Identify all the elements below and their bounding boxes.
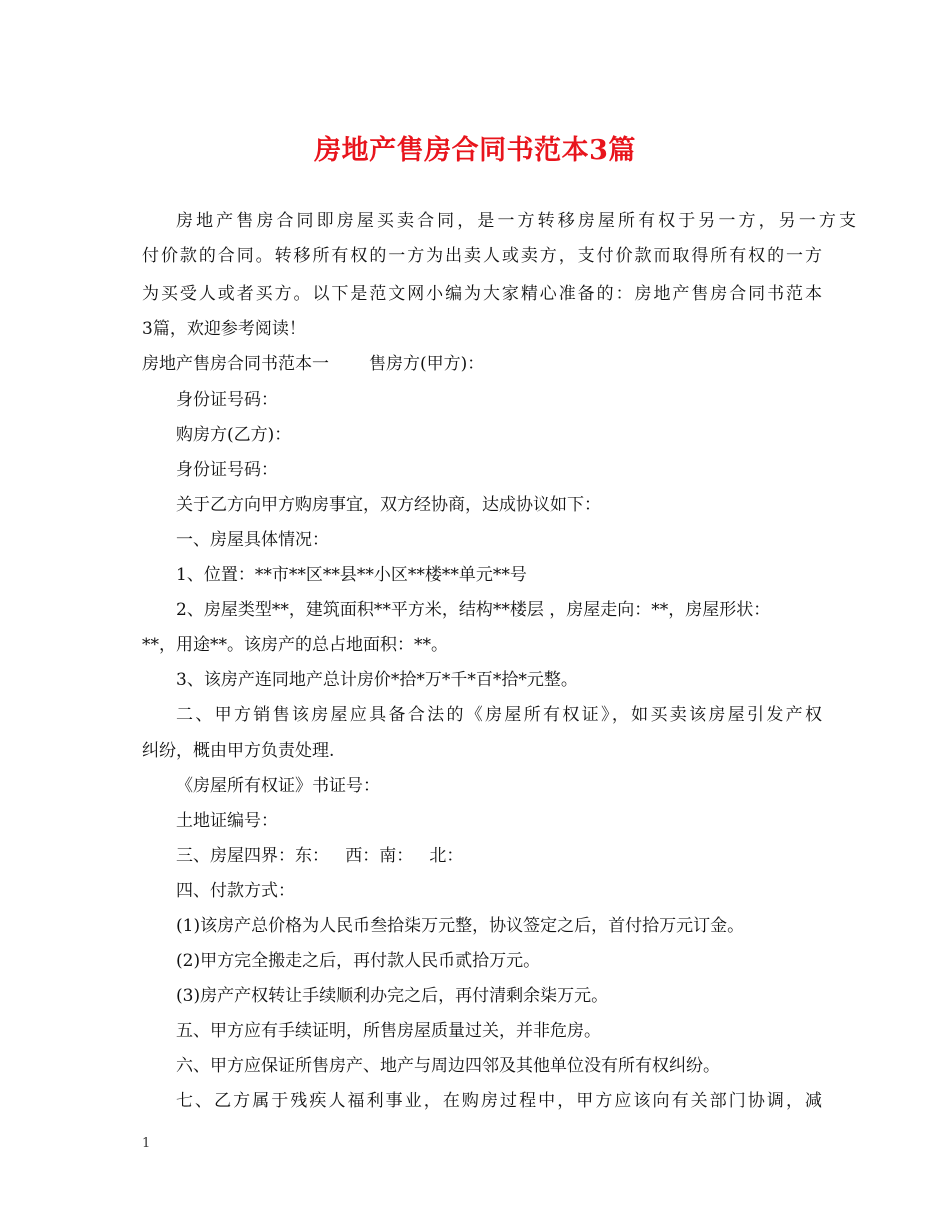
- contract-heading: [142, 353, 822, 375]
- section-1-item-1: 1、位置：**市**区**县**小区**楼**单元**号: [176, 565, 527, 585]
- section-7-line: 七、乙方属于残疾人福利事业，在购房过程中，甲方应该向有关部门协调，减: [176, 1091, 822, 1111]
- section-1-item-2-line-2: **，用途**。该房产的总占地面积：**。: [142, 635, 448, 655]
- buyer-id-line: 身份证号码：: [176, 460, 278, 480]
- payment-item-1: (1)该房产总价格为人民币叁拾柒万元整，协议签定之后，首付拾万元订金。: [176, 916, 745, 936]
- section-3-line: 三、房屋四界：东： 西：南： 北：: [176, 846, 464, 866]
- agreement-line: 关于乙方向甲方购房事宜，双方经协商，达成协议如下：: [176, 495, 601, 515]
- section-1-item-2-line-1: 2、房屋类型**，建筑面积**平方米，结构**楼层 ，房屋走向：**，房屋形状：: [176, 600, 771, 620]
- document-title: 房地产售房合同书范本3篇: [314, 135, 636, 166]
- section-1-item-3: 3、该房产连同地产总计房价*拾*万*千*百*拾*元整。: [176, 670, 578, 690]
- page-number: 1: [142, 1136, 151, 1151]
- certificate-number-line: 《房屋所有权证》书证号：: [176, 776, 380, 796]
- seller-id-line: 身份证号码：: [176, 390, 278, 410]
- intro-line-1: 房地产售房合同即房屋买卖合同，是一方转移房屋所有权于另一方，另一方支: [176, 211, 856, 231]
- section-5-line: 五、甲方应有手续证明，所售房屋质量过关，并非危房。: [176, 1021, 601, 1041]
- intro-line-3: 为买受人或者买方。以下是范文网小编为大家精心准备的：房地产售房合同书范本: [142, 284, 822, 304]
- seller-label: 售房方(甲方)：: [369, 354, 485, 374]
- section-4-heading: 四、付款方式：: [176, 881, 295, 901]
- section-6-line: 六、甲方应保证所售房产、地产与周边四邻及其他单位没有所有权纠纷。: [176, 1056, 720, 1076]
- contract-heading-title: 房地产售房合同书范本一: [142, 354, 329, 374]
- intro-line-2: 付价款的合同。转移所有权的一方为出卖人或卖方，支付价款而取得所有权的一方: [142, 246, 822, 266]
- land-number-line: 土地证编号：: [176, 811, 278, 831]
- intro-line-4: 3篇，欢迎参考阅读！: [142, 319, 306, 339]
- payment-item-2: (2)甲方完全搬走之后，再付款人民币贰拾万元。: [176, 951, 541, 971]
- buyer-line: 购房方(乙方)：: [176, 425, 292, 445]
- section-2-line-2: 纠纷，概由甲方负责处理.: [142, 741, 335, 761]
- section-1-heading: 一、房屋具体情况：: [176, 530, 329, 550]
- section-2-line-1: 二、甲方销售该房屋应具备合法的《房屋所有权证》，如买卖该房屋引发产权: [176, 705, 822, 725]
- payment-item-3: (3)房产产权转让手续顺利办完之后，再付清剩余柒万元。: [176, 986, 609, 1006]
